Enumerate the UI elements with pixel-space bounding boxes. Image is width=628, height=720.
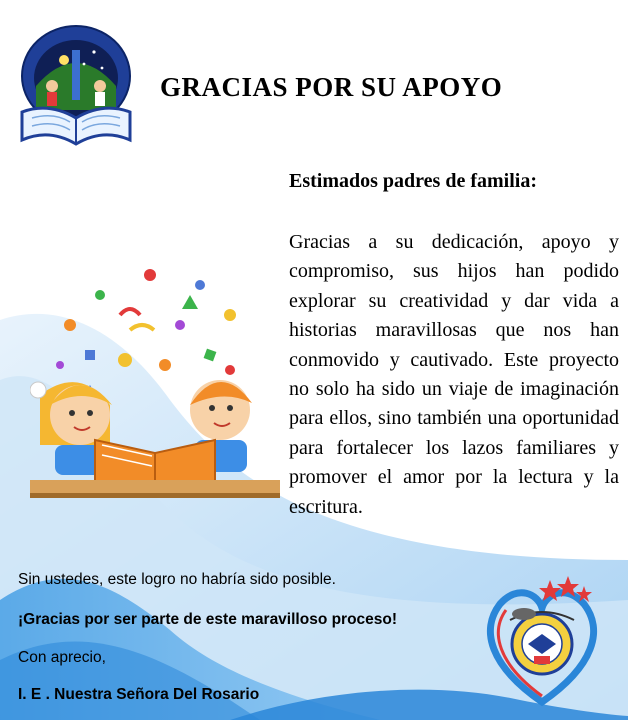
children-reading-book-icon [30,255,280,500]
school-crest-heart-icon [480,570,604,710]
footer-line-gratitude: Sin ustedes, este logro no habría sido posible. [18,571,336,588]
letter-body: Gracias a su dedicación, apoyo y compromiso, sus hijos han podido explorar su creatividad y dar vida a historias maravillosas que nos han conmovido y cautivado. Este proyecto no solo ha sido un viaje de imaginación para ellos, sino también una oportunidad para fortalecer los lazos familiares y promover el amor por la lectura y la escritura. [289,231,619,518]
footer-line-thanks: ¡Gracias por ser parte de este maravilloso proceso! [18,611,398,628]
school-book-emblem-icon [14,20,138,152]
letter-greeting: Estimados padres de familia: [289,170,537,192]
page-title: GRACIAS POR SU APOYO [160,72,503,102]
footer-signature: I. E . Nuestra Señora Del Rosario [18,686,260,703]
footer-line-closing: Con aprecio, [18,649,106,666]
